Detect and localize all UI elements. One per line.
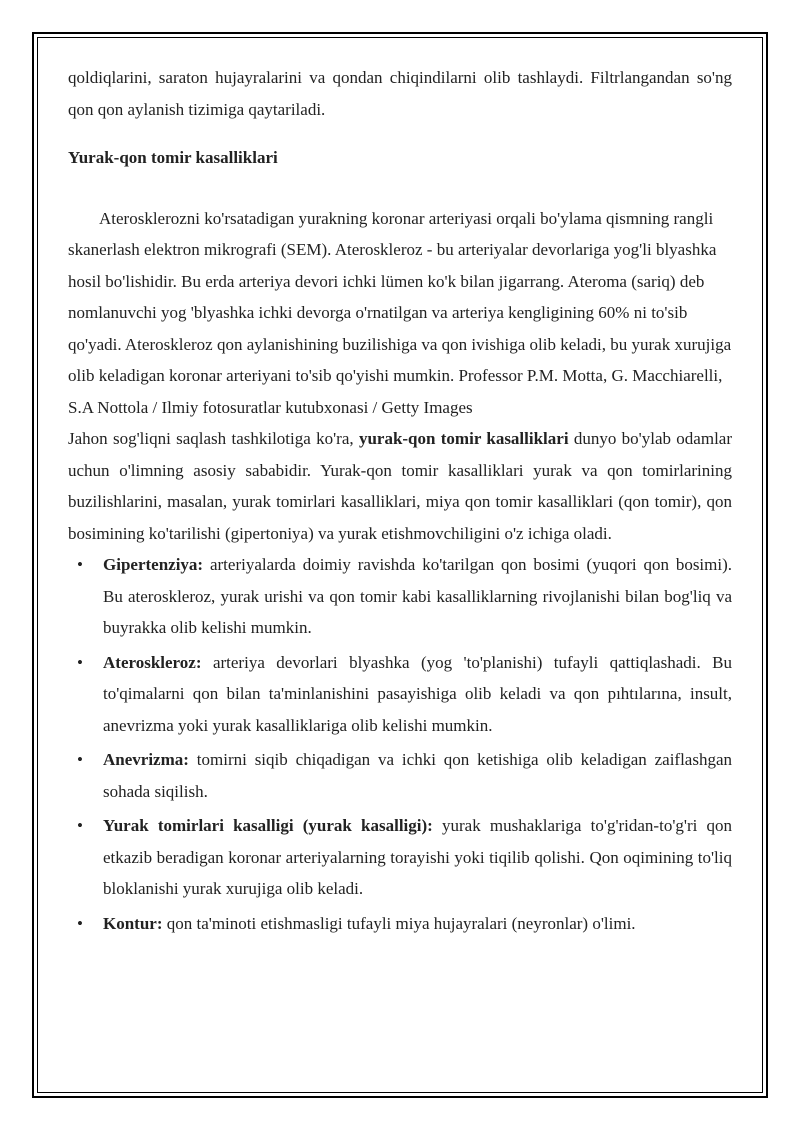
list-item-text: arteriyalarda doimiy ravishda ko'tarilgan qon bosimi (yuqori qon bosimi). Bu ateroskleroz, yurak urishi va qon tomir kabi kasalliklarning rivojlanishi bilan bog'liq va buyrakka olib kelishi mumkin. — [103, 555, 733, 637]
list-item-term: Kontur: — [103, 913, 163, 933]
disease-list — [68, 549, 732, 939]
page-content — [68, 62, 732, 942]
list-item-text: arteriya devorlari blyashka (yog 'to'planishi) tufayli qattiqlashadi. Bu to'qimalarni qon bilan ta'minlanishini pasayishiga olib keladi va qon pıhtılarına, insult, anevrizma yoki yurak kasalliklariga olib kelishi mumkin. — [103, 652, 733, 735]
intro-paragraph: qoldiqlarini, saraton hujayralarini va qondan chiqindilarni olib tashlaydi. Filtrlangandan so'ng qon qon aylanish tizimiga qaytariladi. — [68, 68, 732, 119]
list-item-term: Ateroskleroz: — [103, 652, 202, 672]
body-text-end: dunyo bo'ylab odamlar uchun o'limning asosiy sababidir. Yurak-qon tomir kasalliklari yurak va qon tomirlarining buzilishlarini, masalan, yurak tomirlari kasalliklari, miya qon tomir kasalliklari (qon tomir), qon bosimining ko'tarilishi (gipertoniya) va yurak etishmovchiligini o'z ichiga oladi. — [68, 429, 733, 543]
bullet-icon: • — [77, 555, 83, 574]
list-item — [68, 810, 732, 905]
bullet-icon: • — [77, 913, 83, 933]
list-item-text: yurak mushaklariga to'g'ridan-to'g'ri qon etkazib beradigan koronar arteriyalarning torayishi yoki tiqilib qolishi. Qon oqimining to'liq bloklanishi yurak xurujiga olib keladi. — [103, 816, 733, 898]
list-item-text: qon ta'minoti etishmasligi tufayli miya hujayralari (neyronlar) o'limi. — [166, 913, 636, 933]
body-text-start: Jahon sog'liqni saqlash tashkilotiga ko'ra, — [68, 429, 354, 448]
bullet-icon: • — [77, 816, 83, 835]
body-paragraph — [68, 423, 732, 549]
body-text-bold: yurak-qon tomir kasalliklari — [358, 429, 569, 448]
list-item — [68, 549, 732, 644]
list-item-text: tomirni siqib chiqadigan va ichki qon ketishiga olib keladigan zaiflashgan sohada siqilish. — [103, 750, 733, 801]
list-item — [68, 744, 732, 807]
bullet-icon: • — [77, 750, 83, 769]
list-item — [68, 908, 732, 940]
section-heading: Yurak-qon tomir kasalliklari — [68, 148, 278, 167]
bullet-icon: • — [77, 652, 83, 672]
list-item — [68, 647, 732, 742]
list-item-term: Gipertenziya: — [103, 555, 204, 574]
list-item-term: Anevrizma: — [103, 750, 189, 769]
list-item-term: Yurak tomirlari kasalligi (yurak kasalligi): — [103, 816, 433, 835]
image-caption: Aterosklerozni ko'rsatadigan yurakning koronar arteriyasi orqali bo'ylama qismning rangli skanerlash elektron mikrografi (SEM). Ateroskleroz - bu arteriyalar devorlariga yog'li blyashka hosil bo'lishidir. Bu erda arteriya devori ichki lümen ko'k bilan jigarrang. Ateroma (sariq) deb nomlanuvchi yog 'blyashka ichki devorga o'rnatilgan va arteriya kengligining 60% ni to'sib qo'yadi. Ateroskleroz qon aylanishining buzilishiga va qon ivishiga olib keladi, bu yurak xurujiga olib keladigan koronar arteriyani to'sib qo'yishi mumkin. Professor P.M. Motta, G. Macchiarelli, S.A Nottola / Ilmiy fotosuratlar kutubxonasi / Getty Images — [68, 208, 732, 417]
